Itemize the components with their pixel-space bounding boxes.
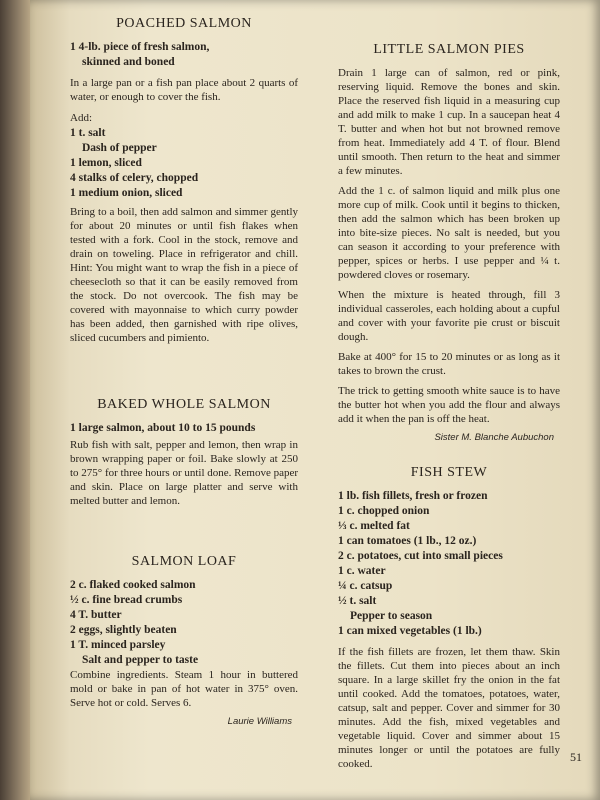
add-label: Add: <box>70 112 92 124</box>
page-number: 51 <box>570 750 582 764</box>
ingredient: 1 4-lb. piece of fresh salmon, <box>70 41 210 53</box>
recipe-title-fish-stew: FISH STEW <box>410 465 488 480</box>
recipe-title-poached-salmon: POACHED SALMON <box>116 16 252 31</box>
ingredient: ½ c. fine bread crumbs <box>70 594 183 606</box>
ingredient: 1 t. salt <box>70 127 106 139</box>
recipe-paragraph: When the mixture is heated through, fill 3 individual casseroles, each holding about a cupful and cover with your favorite pie crust or biscuit dough. <box>338 289 560 343</box>
recipe-paragraph: Bake at 400° for 15 to 20 minutes or as long as it takes to brown the crust. <box>338 351 560 377</box>
ingredient: ¼ c. catsup <box>338 580 393 592</box>
recipe-instructions: If the fish fillets are frozen, let them thaw. Skin the fillets. Cut them into pieces about an inch square. In a large skillet fry the onion in the fat until cooked. Add the tomatoes, potatoes, water, catsup, salt and pepper. Cover and simmer for 30 minutes. Add the fish, mixed vegetables and vegetable liquid. Cover and simmer about 15 minutes longer or until the potatoes are fully cooked. <box>338 646 560 770</box>
ingredient: 4 T. butter <box>70 609 122 621</box>
book-binding <box>0 0 30 800</box>
ingredient: 2 eggs, slightly beaten <box>70 624 177 636</box>
recipe-instructions: Combine ingredients. Steam 1 hour in buttered mold or bake in pan of hot water in 375° oven. Serve hot or cold. Serves 6. <box>70 669 298 709</box>
right-column <box>338 42 560 777</box>
ingredient: 4 stalks of celery, chopped <box>70 172 199 184</box>
recipe-credit: Sister M. Blanche Aubuchon <box>434 432 554 443</box>
ingredient: 1 large salmon, about 10 to 15 pounds <box>70 422 256 434</box>
ingredient: 1 can tomatoes (1 lb., 12 oz.) <box>338 535 477 547</box>
recipe-instructions: Rub fish with salt, pepper and lemon, then wrap in brown wrapping paper or foil. Bake slowly at 250 to 275° for three hours or until done. Remove paper and skin. Place on large platter and serve with melted butter and lemon. <box>70 439 299 507</box>
ingredient: 1 lemon, sliced <box>70 157 142 169</box>
ingredient: Pepper to season <box>350 610 433 622</box>
recipe-paragraph: Drain 1 large can of salmon, red or pink, reserving liquid. Remove the bones and skin. Place the reserved fish liquid in a measuring cup and add milk to make 1 cup. In a saucepan heat 4 T. butter and when hot but not browned remove from heat. Immediately add 4 T. of flour. Blend until smooth. Then return to the heat and simmer a few minutes. <box>338 67 560 177</box>
recipe-title-salmon-loaf: SALMON LOAF <box>131 554 237 569</box>
recipe-credit: Laurie Williams <box>227 716 292 727</box>
left-column <box>70 16 298 727</box>
recipe-paragraph: The trick to getting smooth white sauce is to have the butter hot when you add the flour and always add it when the pan is off the heat. <box>338 385 560 425</box>
ingredient: Salt and pepper to taste <box>82 654 199 666</box>
ingredient: 1 can mixed vegetables (1 lb.) <box>338 625 482 637</box>
recipe-instructions: Bring to a boil, then add salmon and simmer gently for about 20 minutes or until fish flakes when tested with a fork. Cool in the stock, remove and drain on toweling. Place in refrigerator and chill. Hint: You might want to wrap the fish in a piece of cheesecloth so that it can be easily removed from the stock. Do not overcook. The fish may be covered with mayonnaise to which curry powder has been added, then garnished with ripe olives, sliced cucumbers and pimiento. <box>70 206 298 344</box>
ingredient: skinned and boned <box>82 56 175 68</box>
ingredient: 1 medium onion, sliced <box>70 187 183 199</box>
recipe-title-baked-whole-salmon: BAKED WHOLE SALMON <box>97 397 271 412</box>
ingredient: 1 c. chopped onion <box>338 505 430 517</box>
ingredient: ⅓ c. melted fat <box>338 520 410 532</box>
ingredient: Dash of pepper <box>82 142 157 154</box>
ingredient: ½ t. salt <box>338 595 377 607</box>
recipe-paragraph: Add the 1 c. of salmon liquid and milk plus one more cup of milk. Cook until it begins to thicken, then add the salmon which has been broken up into bite-size pieces. No salt is needed, but you can season it according to your preference with pepper, spices or herbs. I use pepper and ¼ t. powdered cloves or rosemary. <box>338 185 560 281</box>
recipe-intro: In a large pan or a fish pan place about 2 quarts of water, or enough to cover the fish. <box>70 77 298 103</box>
ingredient: 2 c. flaked cooked salmon <box>70 579 196 591</box>
ingredient: 1 T. minced parsley <box>70 639 166 651</box>
ingredient: 1 c. water <box>338 565 386 577</box>
recipe-title-little-salmon-pies: LITTLE SALMON PIES <box>373 42 525 57</box>
ingredient: 1 lb. fish fillets, fresh or frozen <box>338 490 488 502</box>
ingredient: 2 c. potatoes, cut into small pieces <box>338 550 503 562</box>
